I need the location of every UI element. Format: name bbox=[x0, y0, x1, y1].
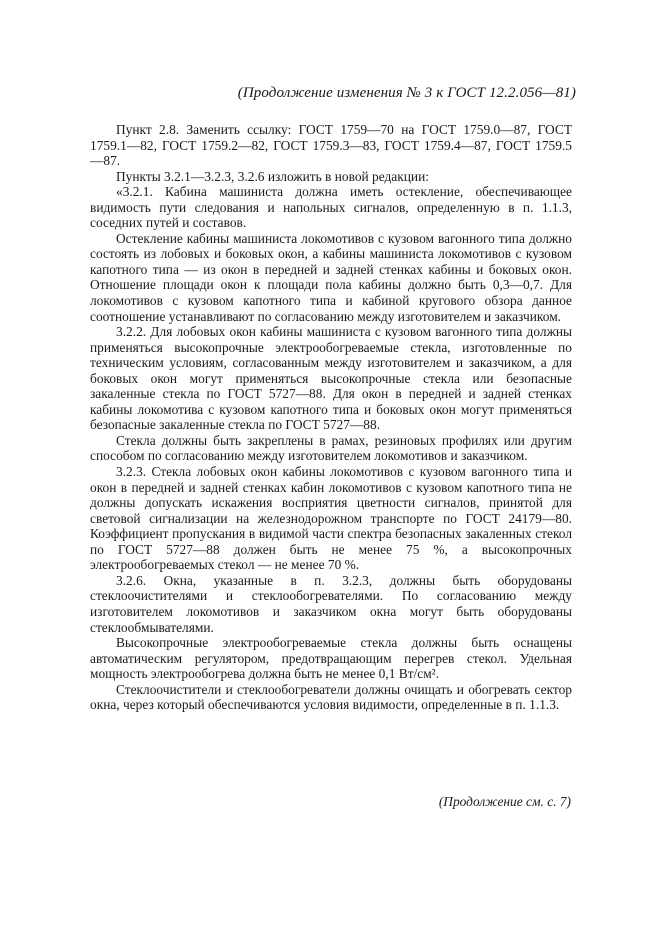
continuation-footer: (Продолжение см. с. 7) bbox=[438, 794, 571, 809]
paragraph-2-8: Пункт 2.8. Заменить ссылку: ГОСТ 1759—70 на ГОСТ 1759.0—87, ГОСТ 1759.1—82, ГОСТ 1759.2—82, ГОСТ 1759.3—83, ГОСТ 1759.4—87, ГОСТ 1759.5—87. bbox=[90, 122, 572, 169]
paragraph-3-2-3: 3.2.3. Стекла лобовых окон кабины локомотивов с кузовом вагонного типа и окон в передней и задней стенках кабин локомотивов с кузовом капотного типа не должны допускать искажения восприятия цветности сигналов, принятой для световой сигнализации на железнодорожном транспорте по ГОСТ 24179—80. Коэффициент пропускания в видимой части спектра безопасных закаленных стекол по ГОСТ 5727—88 должен быть не менее 75 %, а высокопрочных электрообогреваемых стекол — не менее 70 %. bbox=[90, 464, 572, 573]
document-body bbox=[90, 122, 572, 713]
paragraph-wipers: Стеклоочистители и стеклообогреватели должны очищать и обогревать сектор окна, через который обеспечиваются условия видимости, определенные в п. 1.1.3. bbox=[90, 681, 572, 713]
paragraph-3-2-1: «3.2.1. Кабина машиниста должна иметь остекление, обеспечивающее видимость пути следования и напольных сигналов, определенную в п. 1.1.3, соседних путей и составов. bbox=[90, 184, 572, 231]
paragraph-glass-mounting: Стекла должны быть закреплены в рамах, резиновых профилях или другим способом по согласованию между изготовителем локомотивов и заказчиком. bbox=[90, 432, 572, 464]
paragraph-3-2-2: 3.2.2. Для лобовых окон кабины машиниста с кузовом вагонного типа должны применяться высокопрочные электрообогреваемые стекла, изготовленные по техническим условиям, согласованным между изготовителем и заказчиком, а для боковых окон могут применяться высокопрочные стекла или безопасные закаленные стекла по ГОСТ 5727—88. Для окон в передней и задней стенках кабины локомотива с кузовом капотного типа и боковых окон могут применяться безопасные закаленные стекла по ГОСТ 5727—88. bbox=[90, 324, 572, 433]
paragraph-3-2-6: 3.2.6. Окна, указанные в п. 3.2.3, должны быть оборудованы стеклоочистителями и стеклообогревателями. По согласованию между изготовителем локомотивов и заказчиком окна могут быть оборудованы стеклообмывателями. bbox=[90, 572, 572, 635]
paragraph-points-intro: Пункты 3.2.1—3.2.3, 3.2.6 изложить в новой редакции: bbox=[116, 168, 429, 184]
paragraph-glazing: Остекление кабины машиниста локомотивов с кузовом вагонного типа должно состоять из лобовых и боковых окон, а кабины машиниста локомотивов с кузовом капотного типа — из окон в передней и задней стенках кабины и боковых окон. Отношение площади окон к площади пола кабины должно быть 0,3—0,7. Для локомотивов с кузовом капотного типа и кабиной кругового обзора данное соотношение устанавливают по согласованию между изготовителем и заказчиком. bbox=[90, 230, 572, 324]
paragraph-heated-glass: Высокопрочные электрообогреваемые стекла должны быть оснащены автоматическим регулятором, предотвращающим перегрев стекол. Удельная мощность электрообогрева должна быть не менее 0,1 Вт/см². bbox=[90, 635, 572, 682]
continuation-header: (Продолжение изменения № 3 к ГОСТ 12.2.056—81) bbox=[237, 85, 576, 101]
